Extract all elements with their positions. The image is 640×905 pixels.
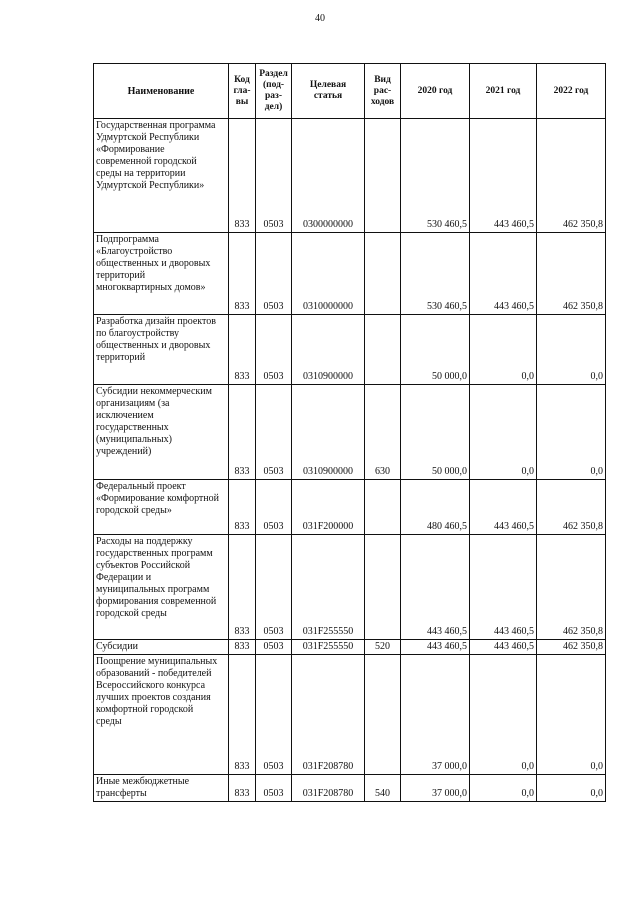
cell-2022: 0,0 (537, 655, 606, 775)
cell-code: 833 (229, 535, 256, 640)
header-row (94, 64, 606, 119)
header-2020: 2020 год (401, 64, 470, 119)
header-name: Наименование (94, 64, 229, 119)
cell-2021: 443 460,5 (470, 480, 537, 535)
cell-2020: 480 460,5 (401, 480, 470, 535)
cell-name: Федеральный проект «Формирование комфортной городской среды» (94, 480, 229, 535)
cell-2020: 50 000,0 (401, 315, 470, 385)
table-row (94, 233, 606, 315)
cell-2021: 0,0 (470, 775, 537, 802)
header-2022: 2022 год (537, 64, 606, 119)
cell-code: 833 (229, 385, 256, 480)
cell-name: Государственная программа Удмуртской Республики «Формирование современной городской среды на территории Удмуртской Республики» (94, 119, 229, 233)
cell-code: 833 (229, 480, 256, 535)
cell-kind (365, 655, 401, 775)
table-row (94, 315, 606, 385)
cell-kind (365, 233, 401, 315)
cell-2020: 443 460,5 (401, 640, 470, 655)
cell-section: 0503 (256, 385, 292, 480)
cell-code: 833 (229, 119, 256, 233)
cell-2020: 530 460,5 (401, 119, 470, 233)
cell-2020: 443 460,5 (401, 535, 470, 640)
cell-code: 833 (229, 233, 256, 315)
header-target: Целевая статья (292, 64, 365, 119)
cell-2021: 443 460,5 (470, 640, 537, 655)
cell-name: Субсидии (94, 640, 229, 655)
cell-2022: 0,0 (537, 315, 606, 385)
header-section: Раздел (под- раз- дел) (256, 64, 292, 119)
table-row (94, 119, 606, 233)
table-row (94, 640, 606, 655)
cell-code: 833 (229, 640, 256, 655)
cell-kind: 520 (365, 640, 401, 655)
cell-section: 0503 (256, 535, 292, 640)
cell-2021: 0,0 (470, 655, 537, 775)
cell-section: 0503 (256, 480, 292, 535)
page-number: 40 (315, 13, 325, 24)
cell-name: Расходы на поддержку государственных программ субъектов Российской Федерации и муниципальных программ формирования современной городской среды (94, 535, 229, 640)
cell-target: 031F255550 (292, 535, 365, 640)
cell-2022: 0,0 (537, 775, 606, 802)
cell-kind (365, 119, 401, 233)
table-row (94, 385, 606, 480)
cell-section: 0503 (256, 775, 292, 802)
cell-2022: 462 350,8 (537, 233, 606, 315)
cell-name: Разработка дизайн проектов по благоустройству общественных и дворовых территорий (94, 315, 229, 385)
table-row (94, 535, 606, 640)
cell-target: 0300000000 (292, 119, 365, 233)
cell-kind: 540 (365, 775, 401, 802)
cell-name: Иные межбюджетные трансферты (94, 775, 229, 802)
cell-kind: 630 (365, 385, 401, 480)
cell-2021: 443 460,5 (470, 119, 537, 233)
cell-2021: 0,0 (470, 315, 537, 385)
cell-2020: 37 000,0 (401, 655, 470, 775)
cell-kind (365, 480, 401, 535)
cell-section: 0503 (256, 119, 292, 233)
cell-target: 0310000000 (292, 233, 365, 315)
cell-kind (365, 315, 401, 385)
cell-2022: 462 350,8 (537, 119, 606, 233)
cell-section: 0503 (256, 655, 292, 775)
cell-section: 0503 (256, 233, 292, 315)
cell-2020: 37 000,0 (401, 775, 470, 802)
cell-2021: 0,0 (470, 385, 537, 480)
cell-target: 031F208780 (292, 775, 365, 802)
header-2021: 2021 год (470, 64, 537, 119)
cell-name: Субсидии некоммерческим организациям (за исключением государственных (муниципальных) учреждений) (94, 385, 229, 480)
cell-target: 0310900000 (292, 315, 365, 385)
cell-2020: 530 460,5 (401, 233, 470, 315)
cell-code: 833 (229, 655, 256, 775)
cell-name: Поощрение муниципальных образований - победителей Всероссийского конкурса лучших проектов создания комфортной городской среды (94, 655, 229, 775)
cell-section: 0503 (256, 640, 292, 655)
cell-code: 833 (229, 775, 256, 802)
cell-kind (365, 535, 401, 640)
table-row (94, 655, 606, 775)
cell-2021: 443 460,5 (470, 535, 537, 640)
header-code: Код гла- вы (229, 64, 256, 119)
cell-2021: 443 460,5 (470, 233, 537, 315)
cell-section: 0503 (256, 315, 292, 385)
cell-target: 031F255550 (292, 640, 365, 655)
cell-2022: 0,0 (537, 385, 606, 480)
cell-target: 031F208780 (292, 655, 365, 775)
cell-2022: 462 350,8 (537, 535, 606, 640)
cell-target: 031F200000 (292, 480, 365, 535)
cell-code: 833 (229, 315, 256, 385)
header-kind: Вид рас- ходов (365, 64, 401, 119)
cell-2022: 462 350,8 (537, 480, 606, 535)
table-row (94, 775, 606, 802)
cell-target: 0310900000 (292, 385, 365, 480)
cell-2020: 50 000,0 (401, 385, 470, 480)
table-row (94, 480, 606, 535)
cell-name: Подпрограмма «Благоустройство общественных и дворовых территорий многоквартирных домов» (94, 233, 229, 315)
cell-2022: 462 350,8 (537, 640, 606, 655)
budget-table (93, 63, 606, 802)
